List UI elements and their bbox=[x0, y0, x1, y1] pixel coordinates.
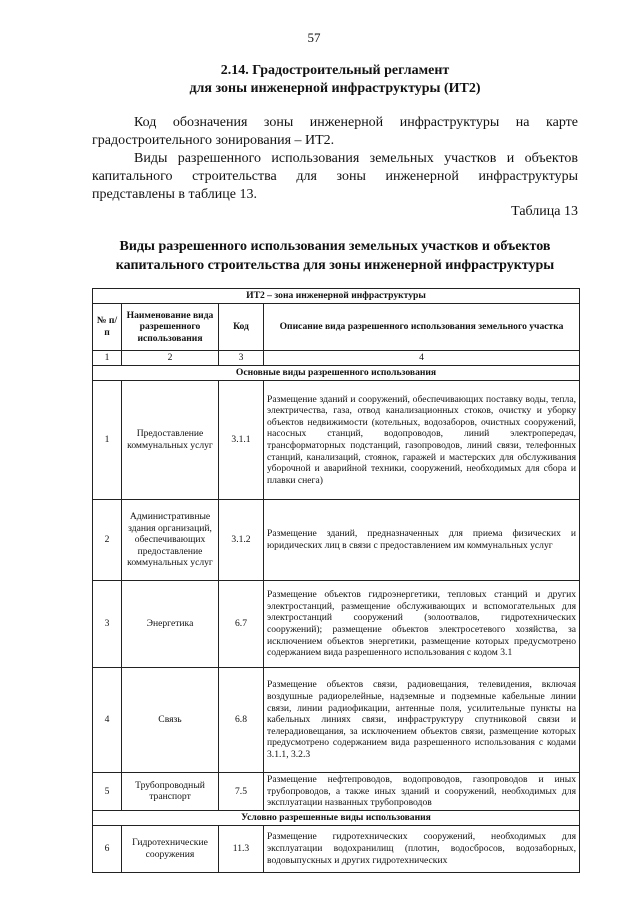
section-title-line1: 2.14. Градостроительный регламент bbox=[220, 63, 450, 78]
column-number: 1 bbox=[93, 351, 122, 366]
zone-header: ИТ2 – зона инженерной инфраструктуры bbox=[93, 289, 580, 304]
row-code: 3.1.1 bbox=[219, 381, 264, 500]
table-row bbox=[93, 773, 580, 811]
row-description: Размещение объектов связи, радиовещания, телевидения, включая воздушные радиорелейные, надземные и подземные кабельные линии связи, линии радиофикации, антенные поля, усилительные пункты на кабельных линиях связи, инфраструктуру спутниковой связи и телерадиовещания, за исключением объектов связи, размещение которых предусмотрено содержанием вида разрешенного использования с кодами 3.1.1, 3.2.3 bbox=[264, 668, 580, 773]
section-main-header: Основные виды разрешенного использования bbox=[93, 366, 580, 381]
row-description: Размещение нефтепроводов, водопроводов, газопроводов и иных трубопроводов, а также иных зданий и сооружений, необходимых для эксплуатации названных трубопроводов bbox=[264, 773, 580, 811]
paragraph-usage-types bbox=[92, 150, 578, 204]
row-code: 7.5 bbox=[219, 773, 264, 811]
header-name: Наименование вида разрешенного использования bbox=[122, 304, 219, 351]
regulation-table bbox=[92, 288, 580, 873]
row-num: 4 bbox=[93, 668, 122, 773]
table-title-line2: капитального строительства для зоны инженерной инфраструктуры bbox=[115, 258, 555, 273]
column-number: 2 bbox=[122, 351, 219, 366]
section-conditional-header: Условно разрешенные виды использования bbox=[93, 810, 580, 825]
header-num: № п/п bbox=[93, 304, 122, 351]
row-description-text: Размещение гидротехнических сооружений, необходимых для эксплуатации водохранилищ (плотин, водосбросов, водозаборных, водовыпускных и других гидротехнических bbox=[267, 831, 576, 866]
row-num: 2 bbox=[93, 500, 122, 581]
row-description: Размещение зданий и сооружений, обеспечивающих поставку воды, тепла, электричества, газа, отвод канализационных стоков, очистку и уборку объектов недвижимости (котельных, водозаборов, очистных сооружений, насосных станций, водопроводов, линий электропередач, трансформаторных подстанций, газопроводов, линий связи, телефонных станций, канализаций, стоянок, гаражей и мастерских для обслуживания уборочной и аварийной техники, сооружений, необходимых для сбора и плавки снега) bbox=[264, 381, 580, 500]
row-code: 6.8 bbox=[219, 668, 264, 773]
row-name: Связь bbox=[122, 668, 219, 773]
row-description: Размещение зданий, предназначенных для приема физических и юридических лиц в связи с предоставлением им коммунальных услуг bbox=[264, 500, 580, 581]
row-description: Размещение объектов гидроэнергетики, тепловых станций и других электростанций, размещение обслуживающих и вспомогательных для электростанций сооружений (золоотвалов, гидротехнических сооружений); размещение объектов электросетевого хозяйства, за исключением объектов энергетики, размещение которых предусмотрено содержанием вида разрешенного использования с кодом 3.1 bbox=[264, 581, 580, 668]
row-name: Предоставление коммунальных услуг bbox=[122, 381, 219, 500]
section-title-line2: для зоны инженерной инфраструктуры (ИТ2) bbox=[189, 81, 481, 96]
row-name: Энергетика bbox=[122, 581, 219, 668]
paragraph-usage-types-text: Виды разрешенного использования земельных участков и объектов капитального строительства для зоны инженерной инфраструктуры представлены в таблице 13. bbox=[92, 151, 578, 202]
row-name: Трубопроводный транспорт bbox=[122, 773, 219, 811]
row-code: 6.7 bbox=[219, 581, 264, 668]
section-title bbox=[90, 62, 580, 98]
row-num: 6 bbox=[93, 825, 122, 872]
row-code: 11.3 bbox=[219, 825, 264, 872]
column-number: 4 bbox=[264, 351, 580, 366]
table-title bbox=[90, 237, 580, 275]
table-row bbox=[93, 668, 580, 773]
paragraph-zone-code bbox=[92, 114, 578, 150]
header-description: Описание вида разрешенного использования земельного участка bbox=[264, 304, 580, 351]
page-number: 57 bbox=[307, 30, 321, 45]
header-code: Код bbox=[219, 304, 264, 351]
column-number: 3 bbox=[219, 351, 264, 366]
row-name: Административные здания организаций, обеспечивающих предоставление коммунальных услуг bbox=[122, 500, 219, 581]
table-label: Таблица 13 bbox=[511, 204, 578, 219]
table-row bbox=[93, 581, 580, 668]
paragraph-zone-code-text: Код обозначения зоны инженерной инфраструктуры на карте градостроительного зонирования – ИТ2. bbox=[92, 115, 578, 148]
row-name: Гидротехнические сооружения bbox=[122, 825, 219, 872]
table-row bbox=[93, 825, 580, 872]
table-row bbox=[93, 500, 580, 581]
row-num: 3 bbox=[93, 581, 122, 668]
row-num: 5 bbox=[93, 773, 122, 811]
table-row bbox=[93, 381, 580, 500]
row-code: 3.1.2 bbox=[219, 500, 264, 581]
row-num: 1 bbox=[93, 381, 122, 500]
row-description bbox=[264, 825, 580, 872]
table-title-line1: Виды разрешенного использования земельных участков и объектов bbox=[119, 239, 551, 254]
